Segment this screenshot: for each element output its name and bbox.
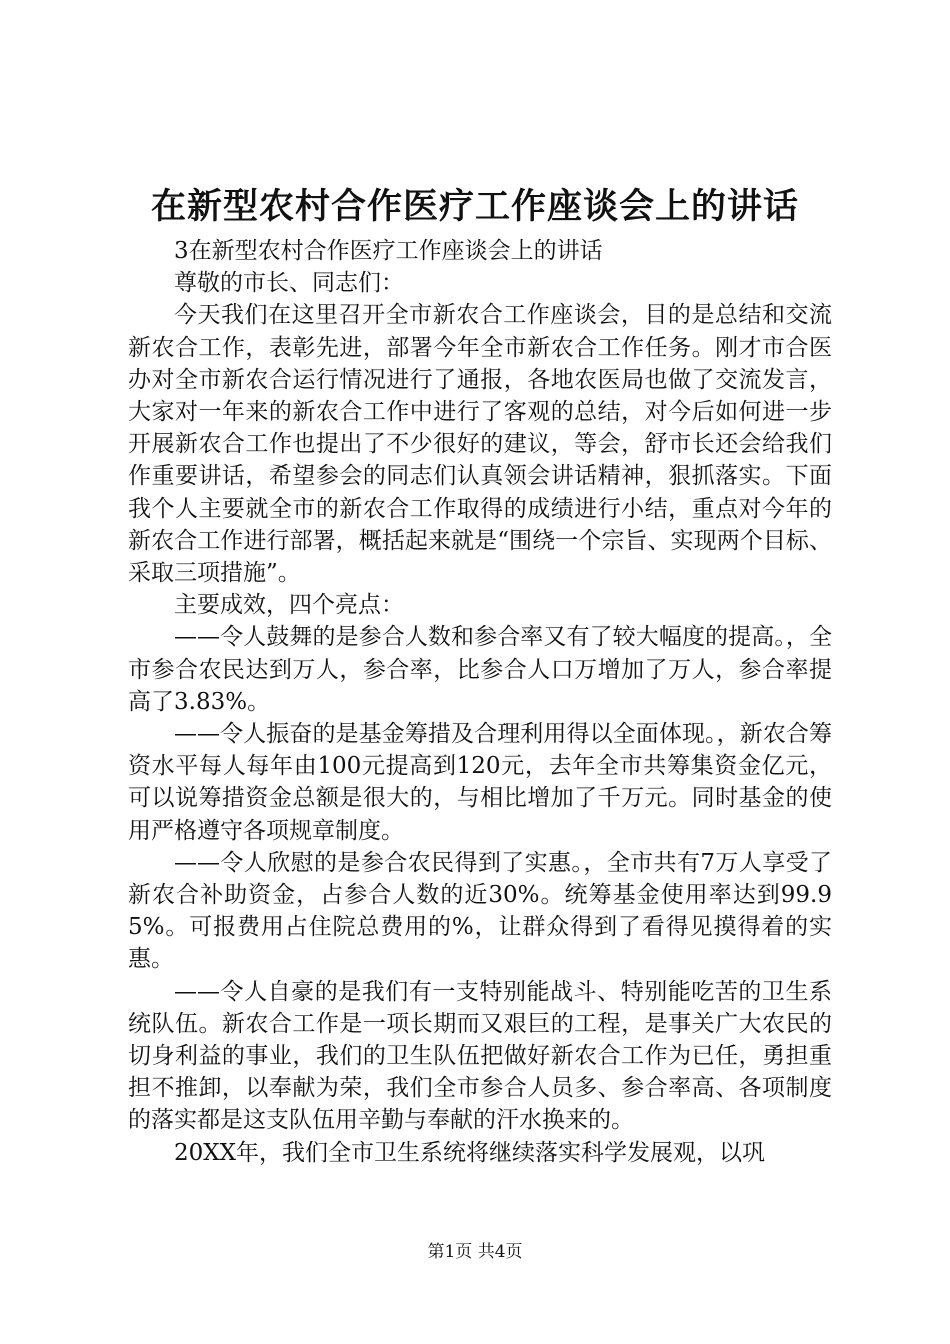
paragraph-highlight-3: ——令人欣慰的是参合农民得到了实惠。，全市共有7万人享受了新农合补助资金，占参合人数的近30%。统筹基金使用率达到99.95%。可报费用占住院总费用的%，让群众得到了看得见摸得着的实惠。 [128,849,832,973]
document-title: 在新型农村合作医疗工作座谈会上的讲话 [150,186,799,227]
paragraph-intro: 今天我们在这里召开全市新农合工作座谈会，目的是总结和交流新农合工作，表彰先进，部署今年全市新农合工作任务。刚才市合医办对全市新农合运行情况进行了通报，各地农医局也做了交流发言，大家对一年来的新农合工作中进行了客观的总结，对今后如何进一步开展新农合工作也提出了不少很好的建议，等会，舒市长还会给我们作重要讲话，希望参会的同志们认真领会讲话精神，狠抓落实。下面我个人主要就全市的新农合工作取得的成绩进行小结，重点对今年的新农合工作进行部署，概括起来就是“围绕一个宗旨、实现两个目标、采取三项措施”。 [128,302,832,587]
paragraph-subtitle: 3在新型农村合作医疗工作座谈会上的讲话 [174,238,603,264]
page-footer: 第1页 共4页 [427,1242,523,1262]
paragraph-continuation: 20XX年，我们全市卫生系统将继续落实科学发展观，以巩 [174,1139,766,1166]
paragraph-highlight-1: ——令人鼓舞的是参合人数和参合率又有了较大幅度的提高。，全市参合农民达到万人，参合率，比参合人口万增加了万人，参合率提高了3.83%。 [128,624,832,715]
paragraph-highlight-2: ——令人振奋的是基金筹措及合理利用得以全面体现。，新农合筹资水平每人每年由100元提高到120元，去年全市共筹集资金亿元，可以说筹措资金总额是很大的，与相比增加了千万元。同时基金的使用严格遵守各项规章制度。 [128,721,832,844]
paragraph-salutation: 尊敬的市长、同志们： [174,270,404,297]
paragraph-highlight-4: ——令人自豪的是我们有一支特别能战斗、特别能吃苦的卫生系统队伍。新农合工作是一项长期而又艰巨的工程，是事关广大农民的切身利益的事业，我们的卫生队伍把做好新农合工作为已任，勇担重担不推卸，以奉献为荣，我们全市参合人员多、参合率高、各项制度的落实都是这支队伍用辛勤与奉献的汗水换来的。 [128,978,832,1134]
document-body [128,235,832,1169]
paragraph-highlights-heading: 主要成效，四个亮点： [174,592,404,619]
